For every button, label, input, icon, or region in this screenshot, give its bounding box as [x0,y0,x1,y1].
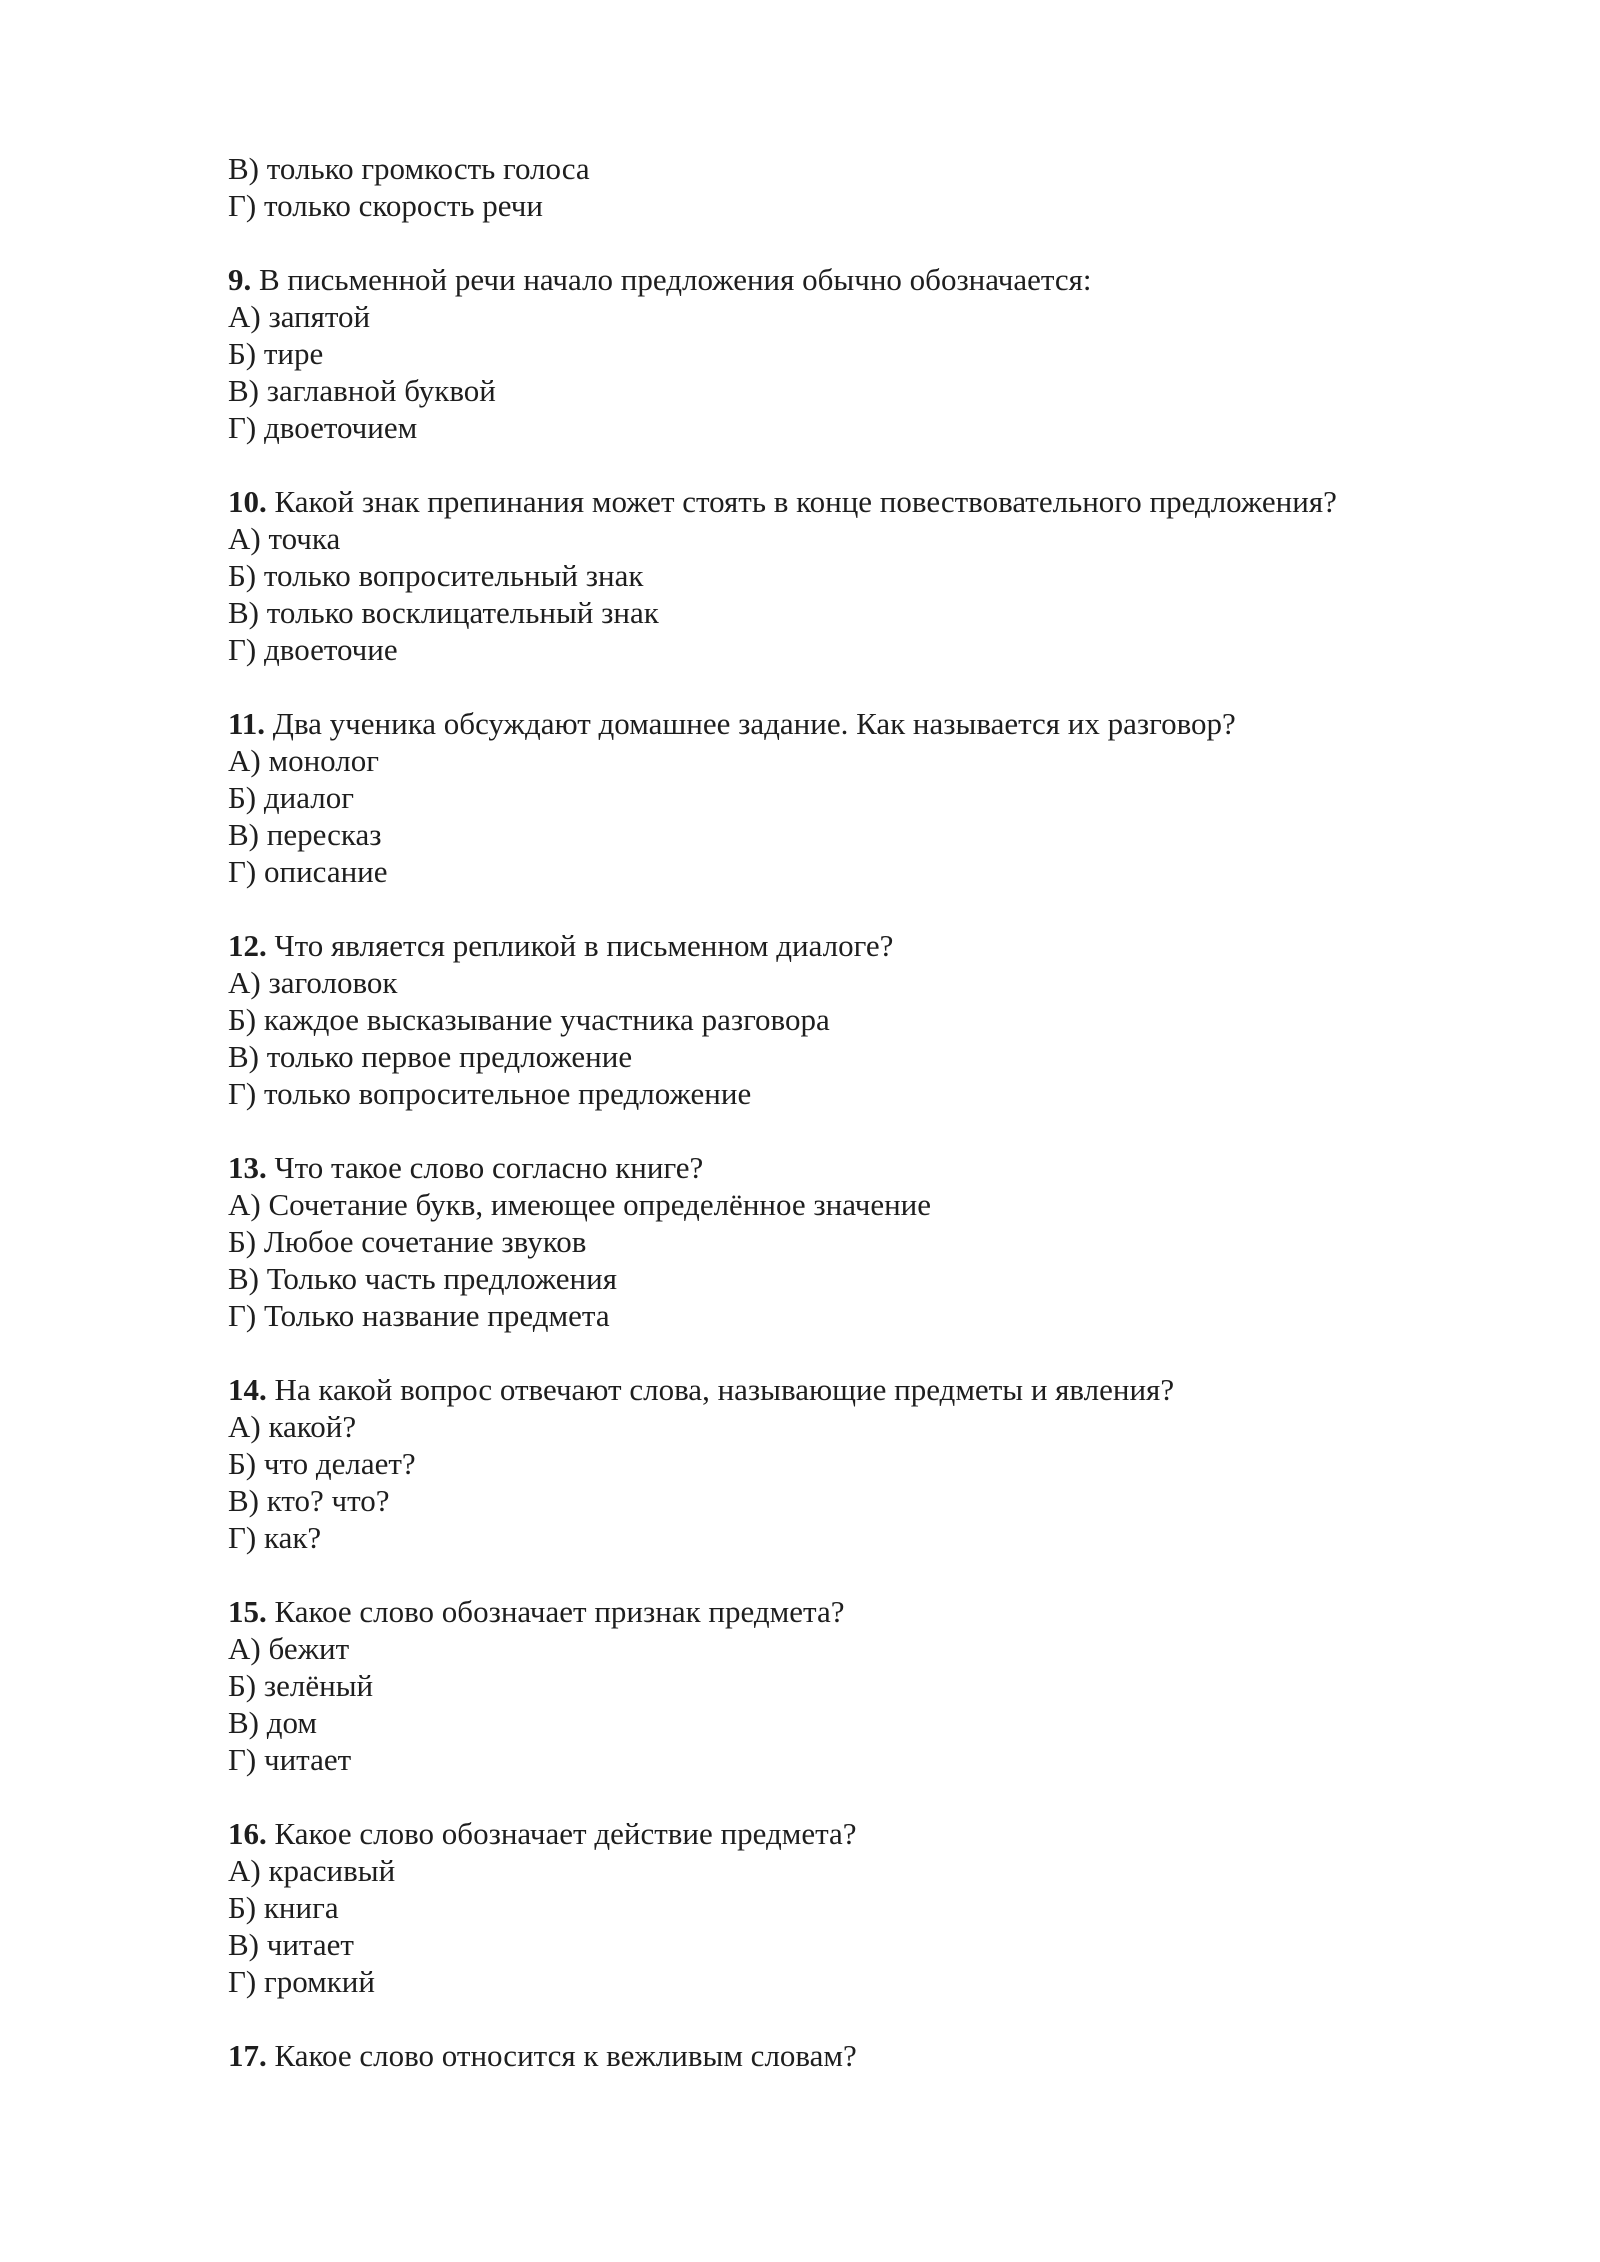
answer-option: А) Сочетание букв, имеющее определённое значение [228,1187,932,1222]
answer-option: А) бежит [228,1631,350,1666]
answer-option: В) только первое предложение [228,1039,633,1074]
question-text: На какой вопрос отвечают слова, называющие предметы и явления? [266,1372,1175,1407]
answer-option: В) только восклицательный знак [228,595,659,630]
question-number: 9. [228,262,252,297]
answer-option: В) заглавной буквой [228,373,496,408]
question-line [228,705,1478,742]
document-page [228,150,1478,2074]
answer-option: В) дом [228,1705,318,1740]
question-number: 16. [228,1816,267,1851]
question-line [228,927,1478,964]
question-text: Что такое слово согласно книге? [266,1150,704,1185]
question-text: Какое слово обозначает действие предмета? [266,1816,857,1851]
question-text: Какой знак препинания может стоять в конце повествовательного предложения? [266,484,1337,519]
answer-option: Г) только скорость речи [228,188,543,223]
answer-option: Б) зелёный [228,1668,374,1703]
question-text: Какое слово обозначает признак предмета? [266,1594,845,1629]
answer-option: Б) книга [228,1890,339,1925]
question-text: В письменной речи начало предложения обычно обозначается: [251,262,1092,297]
question-8-continued-options [228,150,1478,224]
question-number: 13. [228,1150,267,1185]
answer-option: Б) только вопросительный знак [228,558,644,593]
question-number: 17. [228,2038,267,2073]
question-number: 10. [228,484,267,519]
answer-option: Б) Любое сочетание звуков [228,1224,587,1259]
question-13 [228,1149,1478,1334]
answer-option: В) только громкость голоса [228,151,590,186]
answer-option: Г) только вопросительное предложение [228,1076,752,1111]
question-12 [228,927,1478,1112]
answer-option: В) кто? что? [228,1483,390,1518]
question-14 [228,1371,1478,1556]
question-16 [228,1815,1478,2000]
answer-option: А) заголовок [228,965,398,1000]
answer-option: Б) что делает? [228,1446,416,1481]
question-text: Какое слово относится к вежливым словам? [266,2038,857,2073]
answer-option: Г) как? [228,1520,322,1555]
question-line [228,1149,1478,1186]
answer-option: Б) каждое высказывание участника разговора [228,1002,830,1037]
question-17 [228,2037,1478,2074]
answer-option: А) запятой [228,299,371,334]
answer-option: Б) тире [228,336,324,371]
answer-option: А) какой? [228,1409,357,1444]
answer-option: Г) громкий [228,1964,375,1999]
answer-option: В) читает [228,1927,354,1962]
answer-option: А) красивый [228,1853,396,1888]
question-number: 15. [228,1594,267,1629]
question-number: 14. [228,1372,267,1407]
answer-option: В) Только часть предложения [228,1261,617,1296]
answer-option: А) монолог [228,743,379,778]
answer-option: Г) Только название предмета [228,1298,610,1333]
question-text: Что является репликой в письменном диалоге? [266,928,894,963]
question-text: Два ученика обсуждают домашнее задание. Как называется их разговор? [265,706,1236,741]
answer-option: В) пересказ [228,817,382,852]
answer-option: Б) диалог [228,780,354,815]
question-number: 12. [228,928,267,963]
question-line [228,483,1478,520]
answer-option: Г) читает [228,1742,352,1777]
answer-option: Г) двоеточием [228,410,418,445]
question-number: 11. [228,706,266,741]
answer-option: А) точка [228,521,341,556]
question-line [228,261,1478,298]
question-9 [228,261,1478,446]
question-10 [228,483,1478,668]
question-15 [228,1593,1478,1778]
question-line [228,1593,1478,1630]
answer-option: Г) двоеточие [228,632,398,667]
question-line [228,1371,1478,1408]
answer-option: Г) описание [228,854,388,889]
question-11 [228,705,1478,890]
question-line [228,2037,1478,2074]
question-line [228,1815,1478,1852]
